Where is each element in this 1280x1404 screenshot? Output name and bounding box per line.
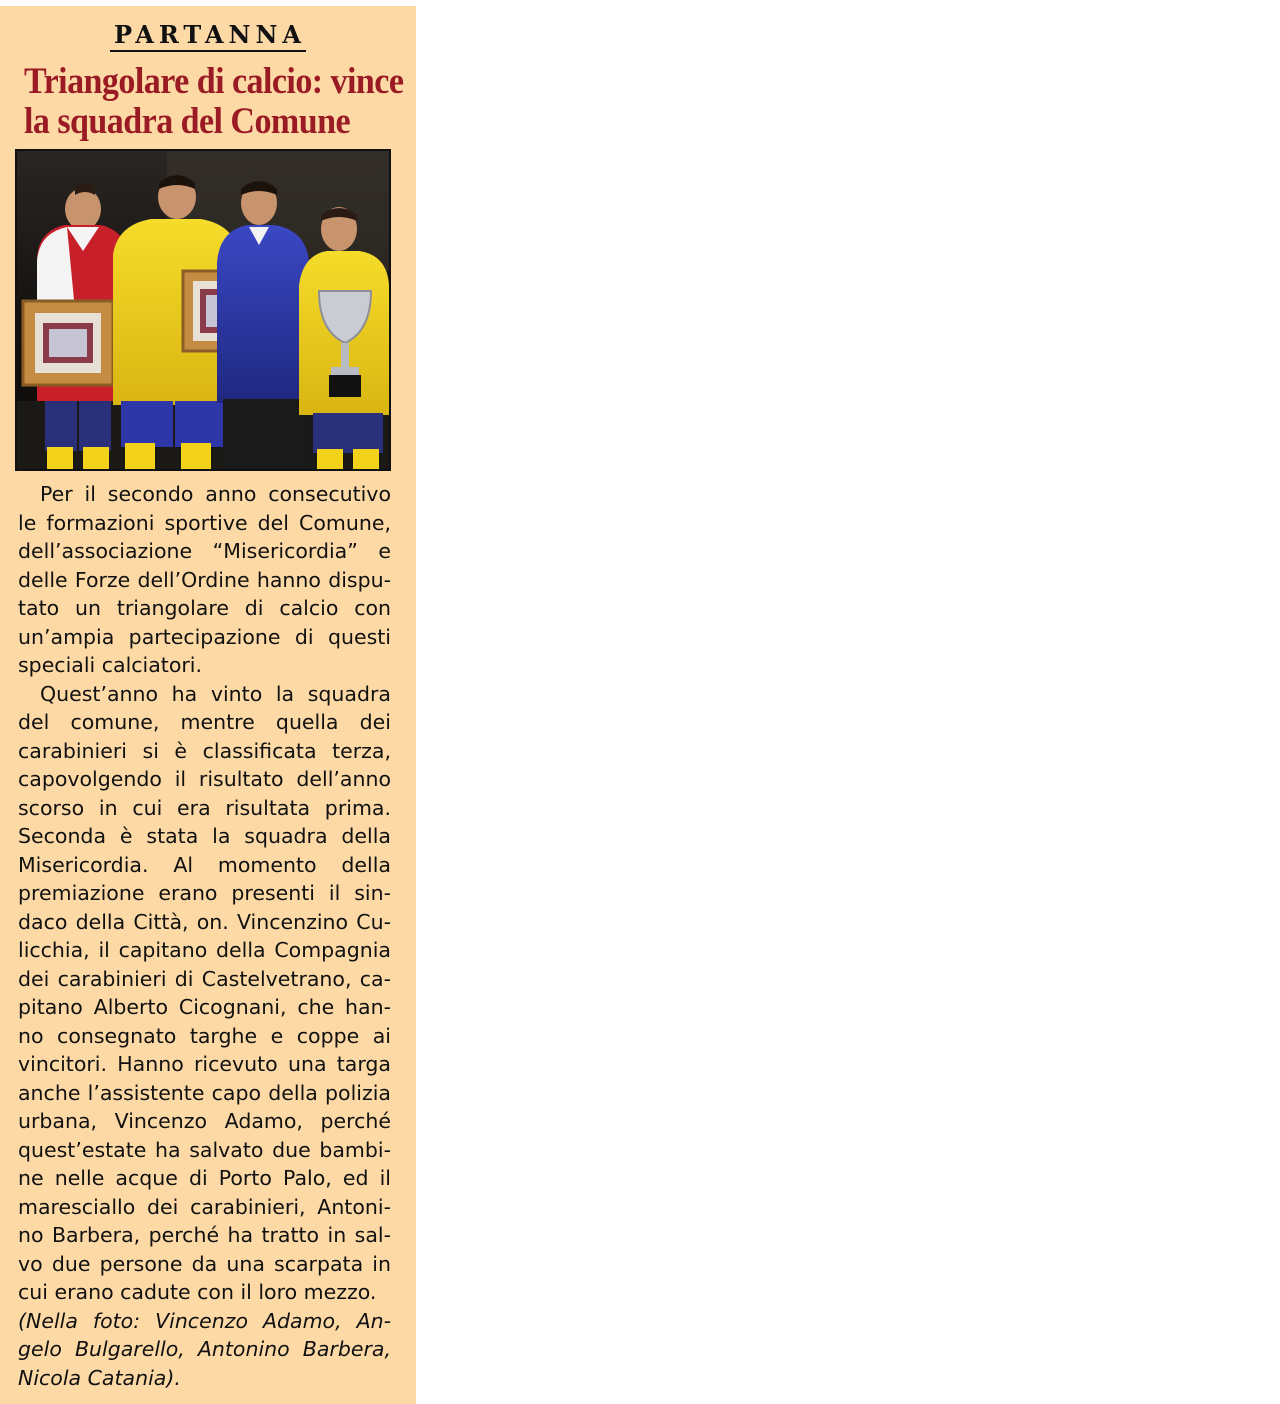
photo-caption: (Nella foto: Vincenzo Adamo, Angelo Bulgarello, Antonino Barbera, Nicola Catania). (18, 1308, 391, 1390)
paragraph-1: Per il secondo anno consecutivo le formazioni sportive del Comune, dell’associazione “Misericordia” e delle Forze dell’Ordine hanno disputato un triangolare di calcio con un’ampia partecipazione di questi speciali calciatori. (18, 482, 391, 677)
headline-line-2: la squadra del Comune (24, 101, 351, 142)
team-photo-icon (17, 151, 389, 469)
article-body (18, 480, 391, 1392)
kicker-text: PARTANNA (110, 20, 306, 52)
team-photo (15, 149, 391, 471)
headline (24, 61, 404, 142)
paragraph-2: Quest’anno ha vinto la squadra del comune, mentre quella dei carabinieri si è classificata terza, capovolgendo il risultato dell’anno scorso in cui era risultata prima. Seconda è stata la squadra della Misericordia. Al momento della premiazione erano presenti il sindaco della Città, on. Vincenzino Culicchia, il capitano della Compagnia dei carabinieri di Castelvetrano, capitano Alberto Cicognani, che hanno consegnato targhe e coppe ai vincitori. Hanno ricevuto una targa anche l’assistente capo della polizia urbana, Vincenzo Adamo, perché quest’estate ha salvato due bambine nelle acque di Porto Palo, ed il maresciallo dei carabinieri, Antonino Barbera, perché ha tratto in salvo due persone da una scarpata in cui erano cadute con il loro mezzo. (18, 681, 391, 1304)
section-kicker (0, 20, 416, 49)
article-column (0, 6, 416, 1404)
headline-line-1: Triangolare di calcio: vince (24, 61, 404, 102)
